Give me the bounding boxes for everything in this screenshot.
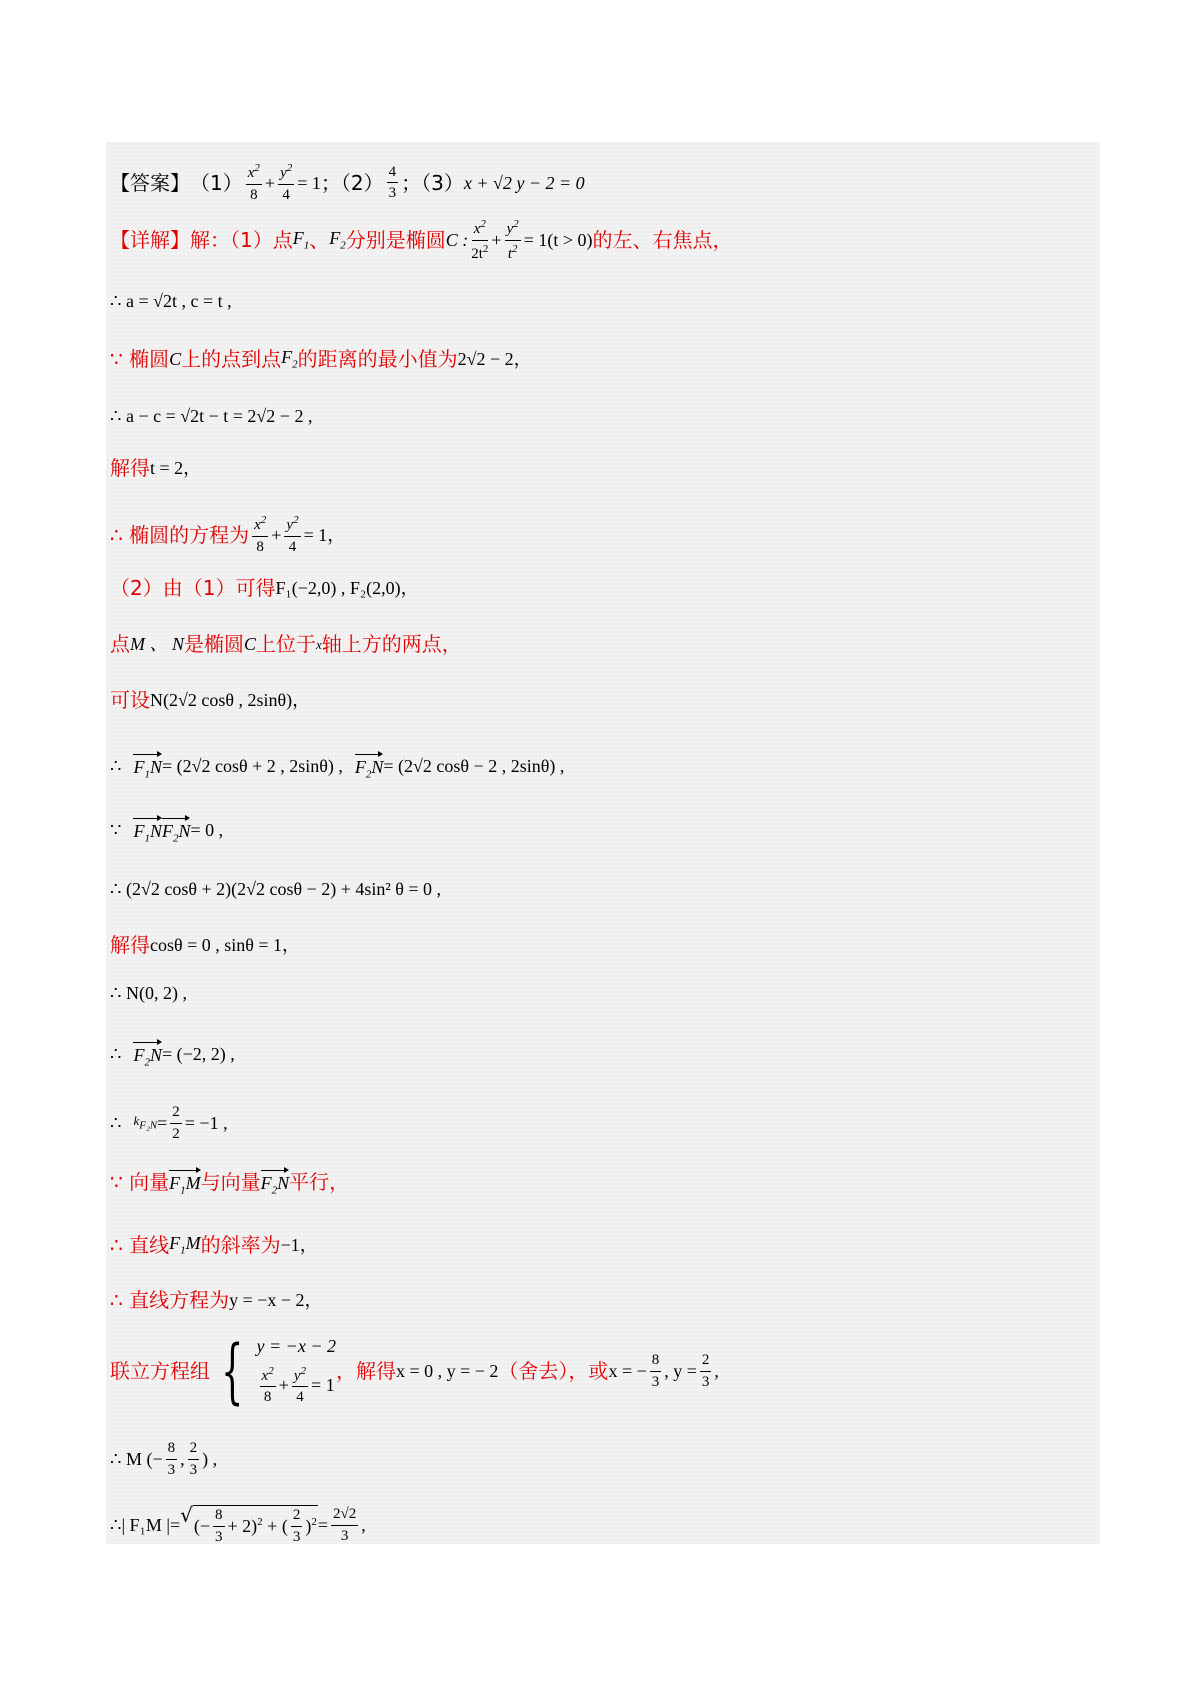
line-slope-line: ∴ 直线 $F_1M$ 的斜率为 −1， <box>110 1233 318 1258</box>
m-x-frac: $\frac{8}{3}$ <box>167 1440 176 1478</box>
solve-theta-b: cosθ = 0 , sinθ = 1， <box>150 935 301 955</box>
line-equation-line <box>110 1290 323 1310</box>
dot-text: = 0 , <box>190 820 224 841</box>
ellipse-frac-x: $\frac{x^2}{2t^2}$ <box>471 218 489 262</box>
mn-b: M 、 N <box>130 634 184 654</box>
parallel-a: ∵ 向量 <box>110 1170 170 1195</box>
solve-theta-a: 解得 <box>110 933 150 957</box>
detail-intro-c: 的左、右焦点， <box>592 228 733 252</box>
line-slope-c: −1， <box>280 1235 318 1256</box>
n-point-text: ∴ N(0, 2) , <box>110 983 187 1003</box>
detail-sep: 、 <box>309 228 330 252</box>
vector-f2n-parallel: $F_2N$ <box>261 1168 290 1197</box>
detail-intro-a: 解：（1）点 <box>190 228 293 252</box>
expand-text: ∴ (2√2 cosθ + 2)(2√2 cosθ − 2) + 4sin² θ = 0 , <box>110 879 442 899</box>
mn-e: 轴上方的两点， <box>321 632 462 656</box>
vec1-text: = (2√2 cosθ + 2 , 2sinθ) , <box>161 756 343 777</box>
parallel-line <box>110 1168 349 1197</box>
system-eq1: y = −x − 2 <box>256 1335 336 1356</box>
mn-a: 点 <box>110 632 130 656</box>
solve-t-a: 解得 <box>110 456 150 480</box>
system-equations <box>257 1337 336 1406</box>
detail-intro-line: 【详解】 解：（1）点 $F_1$ 、 $F_2$ 分别是椭圆 C : $\frac{x^2}{2t^2}$ + $\frac{y^2}{t^2}$ = 1(t > 0) 的左、右焦点， <box>110 218 733 262</box>
line-eq-a: ∴ 直线方程为 <box>110 1288 230 1312</box>
slope-frac: $\frac{2}{2}$ <box>172 1104 180 1142</box>
answer-part2-label: ；（2） <box>320 170 384 195</box>
m-point-c: ) , <box>202 1449 218 1469</box>
answer-frac-y: $\frac{y^2}{4}$ <box>280 162 293 203</box>
part2-b: F₁(−2,0) , F₂(2,0)， <box>275 578 419 598</box>
answer-part3-formula: x + √2 y − 2 = 0 <box>463 172 585 193</box>
solution-x-frac: $\frac{8}{3}$ <box>651 1352 660 1390</box>
vector-f1n: $F_1N$ <box>133 752 162 781</box>
param-line <box>110 690 310 710</box>
f2n-vector-line: ∴ $F_2N$ = (−2, 2) , <box>110 1040 235 1069</box>
vector-f2n-value: $F_2N$ <box>133 1040 162 1069</box>
eq-frac-y: $\frac{y^2}{4}$ <box>286 514 299 555</box>
step1-text: ∴ a = √2t , c = t , <box>110 291 232 311</box>
vec2-text: = (2√2 cosθ − 2 , 2sinθ) , <box>383 756 565 777</box>
expand-line <box>110 880 441 898</box>
system-d: （舍去），或 <box>498 1359 609 1383</box>
m-point-b: , <box>180 1449 185 1469</box>
parallel-c: 平行， <box>289 1170 350 1195</box>
line-slope-b: 的斜率为 <box>200 1233 281 1258</box>
system-b: ，解得 <box>335 1359 396 1383</box>
line-slope-a: ∴ 直线 <box>110 1233 170 1258</box>
system-eq2: $\frac{x^2}{8}$ + $\frac{y^2}{4}$ = 1 <box>261 1364 335 1405</box>
step-a-minus-c <box>110 407 312 425</box>
set-a: 可设 <box>110 688 150 712</box>
detail-tag: 【详解】 <box>110 228 190 252</box>
mn-c: 是椭圆 <box>184 632 244 656</box>
step-a-c <box>110 292 232 310</box>
answer-frac-x: $\frac{x^2}{8}$ <box>247 162 260 203</box>
line-eq-b: y = −x − 2， <box>229 1290 323 1310</box>
m-point-a: ∴ M (− <box>110 1449 163 1469</box>
solve-theta-line <box>110 935 300 955</box>
eq-frac-x: $\frac{x^2}{8}$ <box>254 514 267 555</box>
answer-eq: = 1 <box>297 172 321 193</box>
vector-f2n-dot: $F_2N$ <box>162 816 191 845</box>
part2-a: （2）由（1）可得 <box>110 576 276 600</box>
mn-d: 上位于 <box>256 632 317 656</box>
distance-line: ∴| F₁M |= √ (− $\frac{8}{3}$ + 2)$^2$ + ( $\frac{2}{3}$ )$^2$ = $\frac{2√2}{3}$ , <box>110 1503 366 1545</box>
detail-intro-b: 分别是椭圆 <box>345 228 446 252</box>
solve-t-line <box>110 458 201 478</box>
because1-d: 2√2 − 2， <box>457 349 532 370</box>
dist-b: = <box>317 1515 328 1535</box>
set-b: N(2√2 cosθ , 2sinθ)， <box>150 690 311 710</box>
dist-a: ∴| F₁M |= <box>110 1515 181 1535</box>
system-a: 联立方程组 <box>110 1359 210 1383</box>
m-point-line <box>110 1440 217 1478</box>
answer-part3-label: ；（3） <box>401 170 464 195</box>
slope-line: ∴ $k_{F_2N}$ = $\frac{2}{2}$ = −1 , <box>110 1104 228 1142</box>
f2n-text: = (−2, 2) , <box>161 1044 235 1065</box>
part2-line <box>110 578 419 598</box>
answer-tag: 【答案】 <box>110 170 190 195</box>
dot-product-line: ∵ $F_1N$ $F_2N$ = 0 , <box>110 816 223 845</box>
because1-a: ∵ 椭圆 <box>110 347 170 372</box>
solve-t-b: t = 2， <box>150 458 202 478</box>
eq-suffix: = 1， <box>303 524 346 545</box>
m-y-frac: $\frac{2}{3}$ <box>189 1440 198 1478</box>
vector-f1m: $F_1M$ <box>169 1168 201 1197</box>
because1-c: 的距离的最小值为 <box>297 347 458 372</box>
n-point-line <box>110 984 187 1002</box>
answer-frac-43: $\frac{4}{3}$ <box>388 163 397 201</box>
solution-y-frac: $\frac{2}{3}$ <box>701 1352 710 1390</box>
distance-sqrt: √ (− $\frac{8}{3}$ + 2)$^2$ + ( $\frac{2}{3}$ )$^2$ <box>180 1503 317 1545</box>
answer-line: 【答案】 （1） $\frac{x^2}{8}$ + $\frac{y^2}{4}$ = 1 ；（2） $\frac{4}{3}$ ；（3） x + √2 y − 2 = 0 <box>110 162 585 203</box>
mn-points-line: 点 M 、 N 是椭圆 C 上位于 x 轴上方的两点， <box>110 632 462 656</box>
vector-f1n-dot: $F_1N$ <box>133 816 162 845</box>
ellipse-equation-line: ∴ 椭圆的方程为 $\frac{x^2}{8}$ + $\frac{y^2}{4}$ = 1， <box>110 514 346 555</box>
ellipse-frac-y: $\frac{y^2}{t^2}$ <box>506 218 519 262</box>
vector-f2n: $F_2N$ <box>355 752 384 781</box>
distance-result: $\frac{2√2}{3}$ <box>332 1506 357 1544</box>
system-c: x = 0 , y = − 2 <box>395 1361 499 1381</box>
because1-b: 上的点到点 <box>181 347 282 372</box>
parallel-b: 与向量 <box>200 1170 261 1195</box>
because-min-distance: ∵ 椭圆 C 上的点到点 $F_2$ 的距离的最小值为 2√2 − 2， <box>110 347 532 372</box>
step2-text: ∴ a − c = √2t − t = 2√2 − 2 , <box>110 406 313 426</box>
vectors-line: ∴ $F_1N$ = (2√2 cosθ + 2 , 2sinθ) , $F_2N$ = (2√2 cosθ − 2 , 2sinθ) , <box>110 752 564 781</box>
system-line: 联立方程组 { y = −x − 2 $\frac{x^2}{8}$ + $\frac{y^2}{4}$ = 1 ，解得 x = 0 , y = − 2 （舍去），或 x = − $\frac{8}{3}$ , y = $\frac{2}{3}$ , <box>110 1330 719 1412</box>
system-e: , y = <box>664 1361 697 1381</box>
eq-prefix: ∴ 椭圆的方程为 <box>110 522 250 547</box>
slope-text: = −1 , <box>184 1113 228 1133</box>
answer-part1-label: （1） <box>190 170 243 195</box>
ellipse-cond: = 1(t > 0) <box>523 230 593 250</box>
